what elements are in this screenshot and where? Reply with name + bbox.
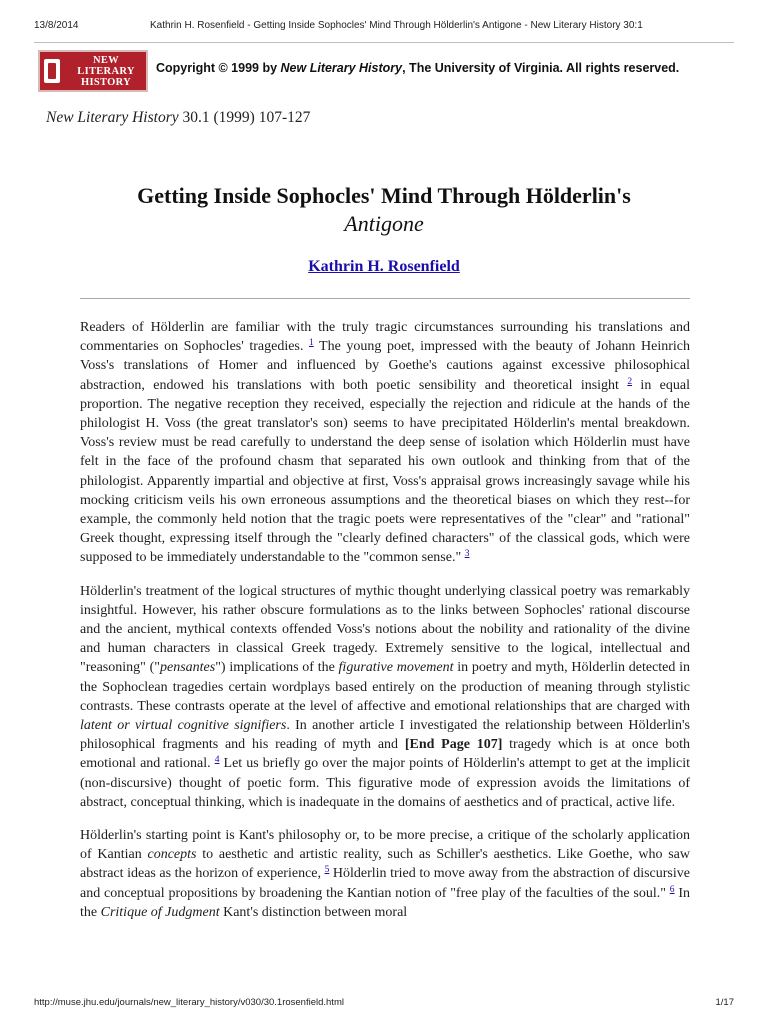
footnote-link-3[interactable]: 3 [464,549,470,560]
paragraph-1: Readers of Hölderlin are familiar with the truly tragic circumstances surrounding his translations and commentaries on Sophocles' tragedies. $^1$ The young poet, impressed with the beauty of Johann Heinrich Voss's translations of Homer and influenced by Goethe's cautions against excessive philosophical abstraction, endowed his translations with both poetic sensibility and theoretical insight $^2$ in equal proportion. The negative reception they received, especially the rejection and ridicule at the hands of the philologist H. Voss (the great translator's son) seems to have precipitated Hölderlin's mental breakdown. Voss's review must be read carefully to understand the deep sense of isolation which Hölderlin must have felt in the face of the profound chasm that separated his own outlook and thinking from that of the philologist. Apparently impartial and objective at first, Voss's appraisal grows increasingly savage while his mocking criticism veils his own erroneous assumptions and the theoretical biases on which they rest--for example, the commonly held notion that the tragic poets were representatives of the "clear" and "rational" Greek thought, expressing itself through the "clearly defined characters" of the classical gods, which were supposed to be immediately understandable to the "common sense." $^3$ [80,320,690,566]
paragraph-3: Hölderlin's starting point is Kant's philosophy or, to be more precise, a critique of the scholarly application of Kantian concepts to aesthetic and artistic reality, such as Schiller's aesthetics. Like Goethe, who saw abstract ideas as the horizon of experience, $^5$ Hölderlin tried to move away from the abstraction of discursive and conceptual propositions by broadening the Kantian notion of "free play of the faculties of the soul." $^6$ In the Critique of Judgment Kant's distinction between moral [80,828,690,920]
print-url: http://muse.jhu.edu/journals/new_literary_history/v030/30.1rosenfield.html [34,997,344,1008]
print-date: 13/8/2014 [34,20,79,31]
paragraph-2: Hölderlin's treatment of the logical structures of mythic thought underlying classical poetry was remarkably insightful. However, his rather obscure formulations as to the links between Sophocles' rational discourse and the ancient, mythical contexts offended Voss's notions about the nobility and rationality of the divine and human characters in classical Greek tragedy. Extremely sensitive to the logical, intellectual and "reasoning" ("pensantes") implications of the figurative movement in poetry and myth, Hölderlin detected in the Sophoclean tragedies certain wordplays based entirely on the production of meaning through stylistic contrasts. These contrasts operate at the level of affective and emotional relationships that are charged with latent or virtual cognitive signifiers. In another article I investigated the relationship between Hölderlin's philosophical fragments and his reading of myth and [End Page 107] tragedy which is at once both emotional and rational. $^4$ Let us briefly go over the major points of Hölderlin's attempt to get at the implicit (non-discursive) thought of poetic form. This figurative mode of expression avoids the limitations of abstract, conceptual thinking, which is inadequate in the domains of aesthetics and of practical, active life. [80,583,691,810]
journal-logo[interactable] [38,50,148,92]
header-divider [34,42,734,43]
footnote-link-2[interactable]: 2 [627,376,633,387]
title-divider [80,298,690,299]
print-header [0,0,768,34]
print-page-title: Kathrin H. Rosenfield - Getting Inside Sophocles' Mind Through Hölderlin's Antigone - New Literary History 30:1 [150,20,643,31]
print-footer [0,994,768,1024]
article-body [80,318,690,922]
book-icon [44,59,60,83]
article-title: Getting Inside Sophocles' Mind Through Hölderlin's [137,183,631,208]
footnote-link-1[interactable]: 1 [308,338,314,349]
footnote-link-4[interactable]: 4 [214,755,220,766]
author-link[interactable]: Kathrin H. Rosenfield [308,258,460,275]
logo-text: NEW LITERARY HISTORY [77,55,135,88]
article-author[interactable] [34,258,734,276]
citation-volume: 30.1 (1999) 107-127 [182,109,311,126]
print-page-number: 1/17 [715,997,734,1008]
footnote-link-5[interactable]: 5 [324,865,330,876]
citation [46,109,310,127]
copyright-notice: Copyright © 1999 by New Literary History, The University of Virginia. All rights reserved. [156,61,680,75]
page-marker: [End Page 107] [404,737,503,753]
footnote-link-6[interactable]: 6 [669,884,675,895]
citation-journal: New Literary History [46,109,179,126]
article-subtitle: Antigone [344,211,424,236]
